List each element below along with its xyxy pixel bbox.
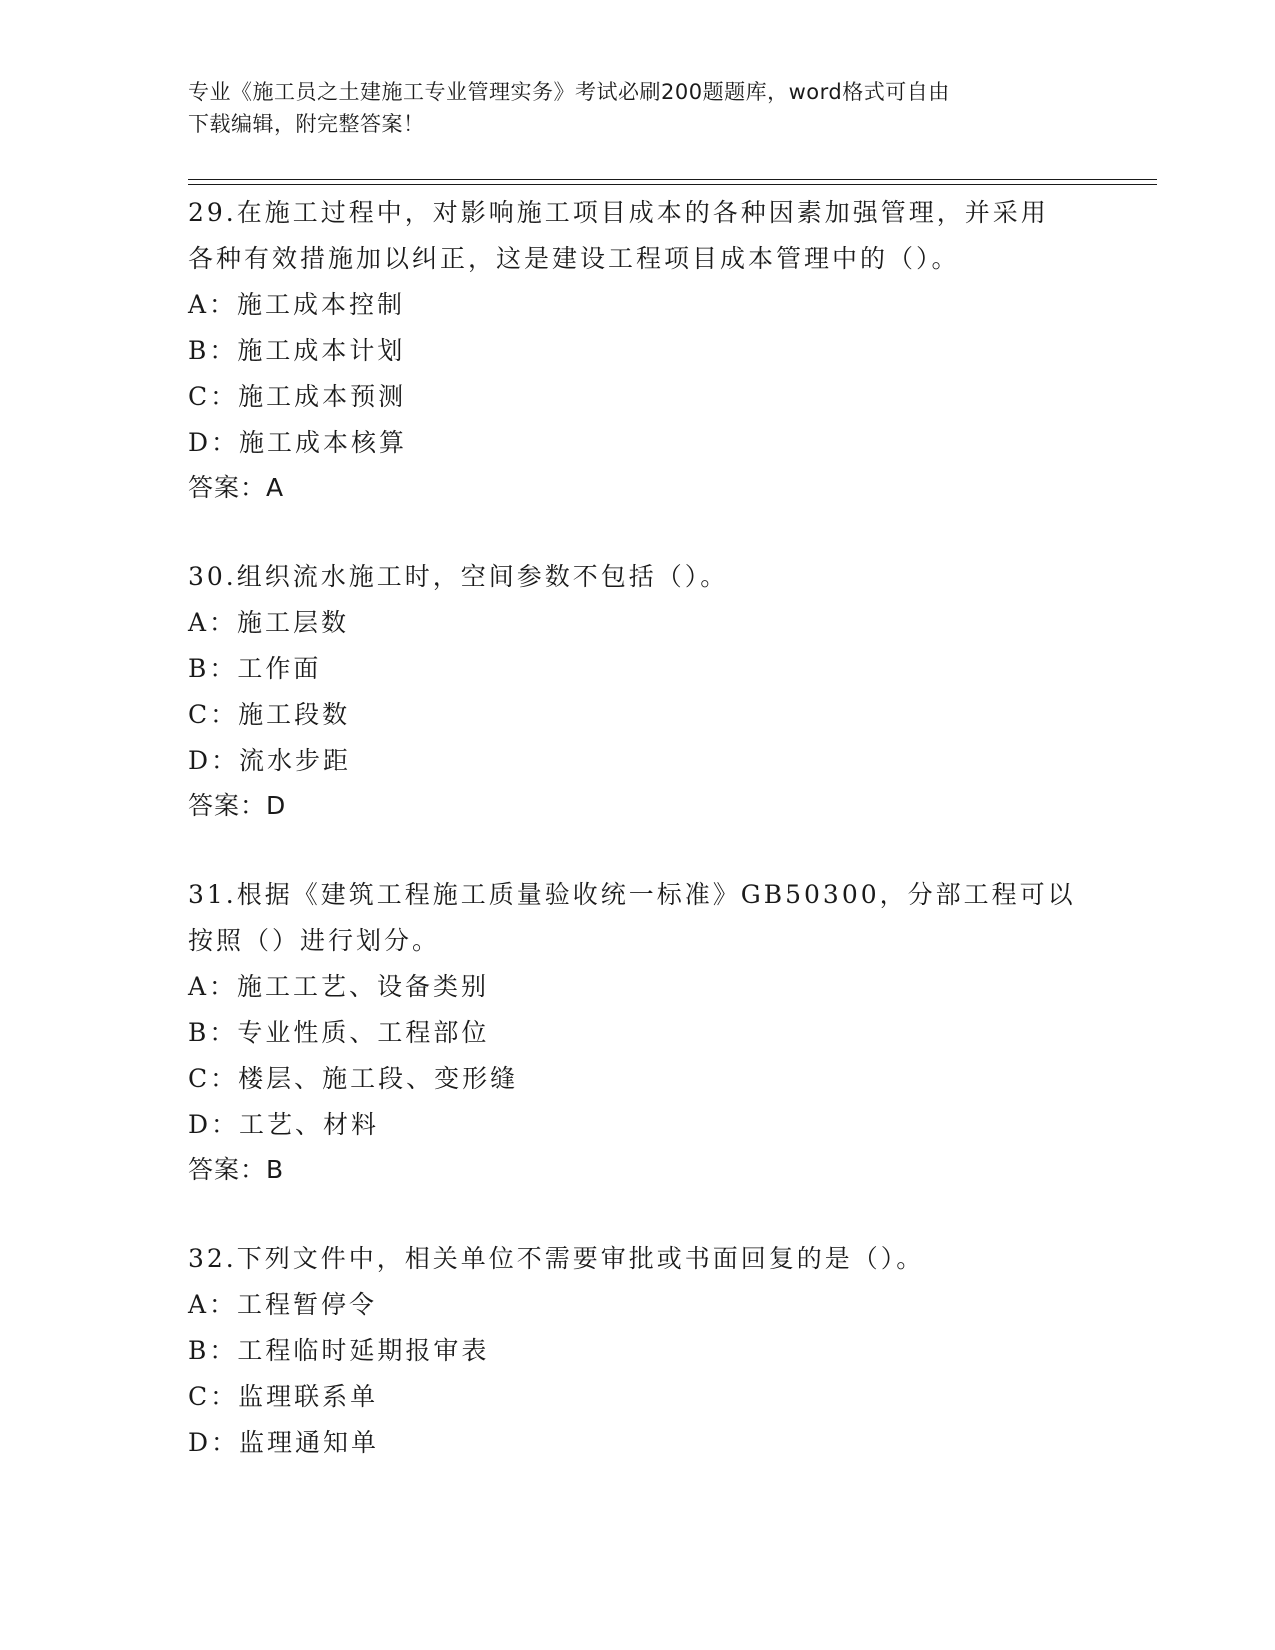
- option-d: D：施工成本核算: [188, 428, 408, 457]
- option-a: A：工程暂停令: [188, 1290, 378, 1319]
- option-d: D：监理通知单: [188, 1428, 380, 1457]
- answer: 答案：D: [188, 791, 287, 820]
- question-stem: 32.下列文件中，相关单位不需要审批或书面回复的是（）。: [188, 1244, 925, 1273]
- answer: 答案：B: [188, 1155, 285, 1184]
- page-header: [188, 76, 1088, 140]
- header-rule-bottom: [188, 184, 1157, 185]
- option-c: C：楼层、施工段、变形缝: [188, 1064, 519, 1093]
- header-line-2: 下载编辑，附完整答案！: [188, 112, 425, 136]
- option-b: B：施工成本计划: [188, 336, 406, 365]
- question-stem: 31.根据《建筑工程施工质量验收统一标准》GB50300，分部工程可以: [188, 880, 1076, 909]
- header-rule-top: [188, 179, 1157, 180]
- option-a: A：施工层数: [188, 608, 350, 637]
- header-line-1: 专业《施工员之土建施工专业管理实务》考试必刷200题题库，word格式可自由: [188, 80, 950, 104]
- question-31: [188, 872, 1108, 1192]
- question-stem-continued: 各种有效措施加以纠正，这是建设工程项目成本管理中的（）。: [188, 244, 960, 273]
- option-b: B：工程临时延期报审表: [188, 1336, 490, 1365]
- question-32: [188, 1236, 1108, 1466]
- question-stem: 29.在施工过程中，对影响施工项目成本的各种因素加强管理，并采用: [188, 198, 1049, 227]
- spacer: [188, 510, 1108, 554]
- option-c: C：监理联系单: [188, 1382, 379, 1411]
- option-b: B：工作面: [188, 654, 322, 683]
- option-a: A：施工成本控制: [188, 290, 406, 319]
- spacer: [188, 828, 1108, 872]
- option-c: C：施工段数: [188, 700, 351, 729]
- option-d: D：工艺、材料: [188, 1110, 380, 1139]
- option-d: D：流水步距: [188, 746, 352, 775]
- question-stem-continued: 按照（）进行划分。: [188, 926, 441, 955]
- option-a: A：施工工艺、设备类别: [188, 972, 490, 1001]
- question-stem: 30.组织流水施工时，空间参数不包括（）。: [188, 562, 729, 591]
- question-list: [188, 190, 1108, 1466]
- answer: 答案：A: [188, 473, 285, 502]
- option-c: C：施工成本预测: [188, 382, 407, 411]
- spacer: [188, 1192, 1108, 1236]
- question-30: [188, 554, 1108, 828]
- question-29: [188, 190, 1108, 510]
- option-b: B：专业性质、工程部位: [188, 1018, 490, 1047]
